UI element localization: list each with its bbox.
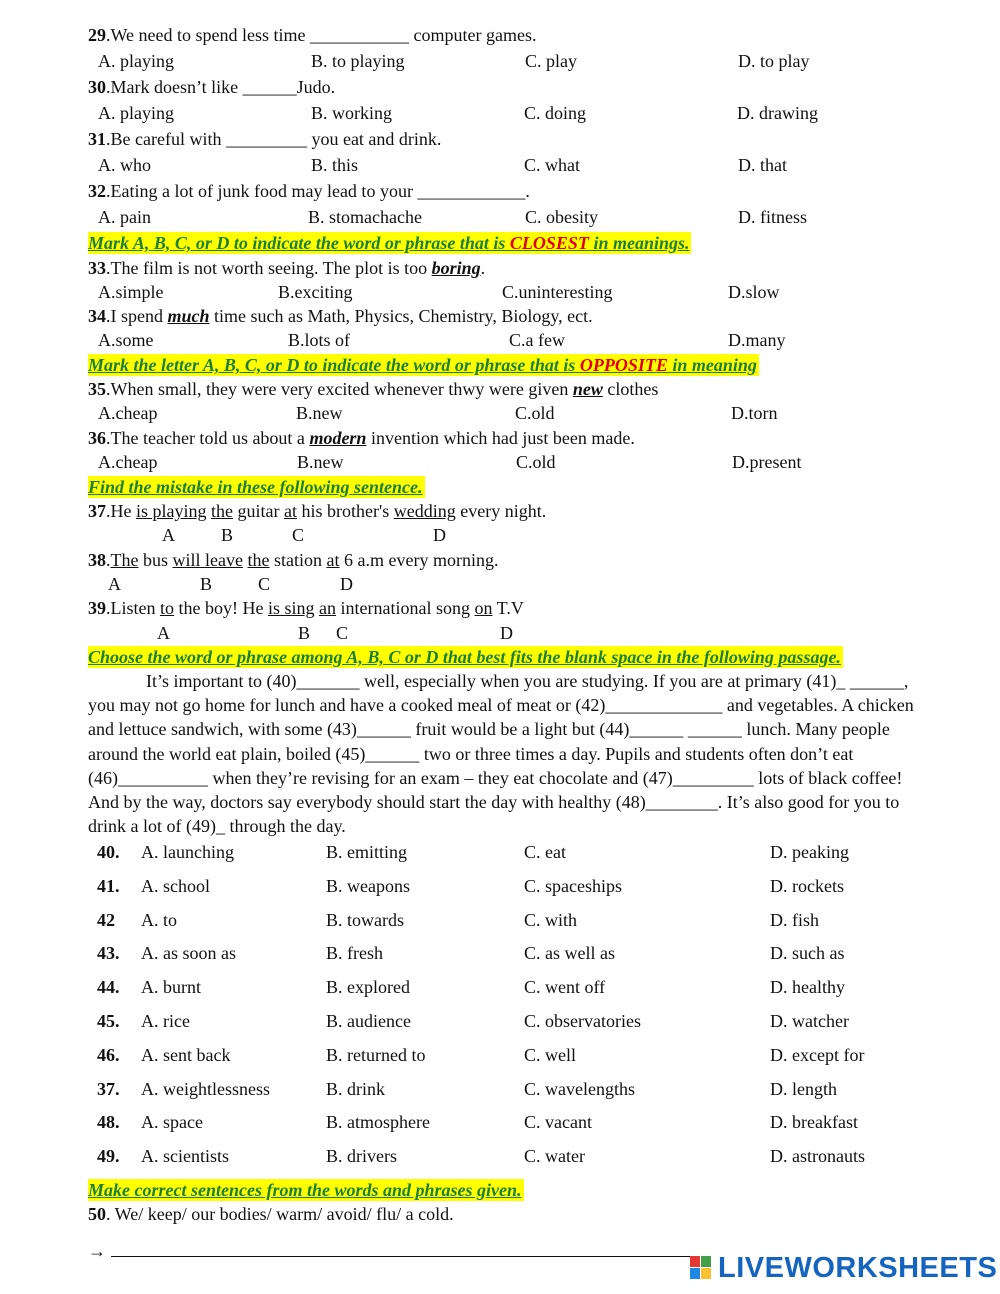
option-a[interactable]: A.simple: [98, 282, 164, 302]
letter-d: D: [340, 574, 353, 594]
question-number: 30: [88, 77, 106, 97]
question-38: 38.The bus will leave the station at 6 a.m every morning.: [88, 550, 499, 570]
option-a[interactable]: A. pain: [98, 207, 151, 227]
question-text: .Mark doesn’t like ______Judo.: [106, 77, 336, 97]
underlined-c[interactable]: at: [284, 501, 297, 521]
option-row-number: 43.: [97, 943, 120, 964]
option-d[interactable]: D. watcher: [770, 1011, 849, 1031]
option-b[interactable]: B. drink: [326, 1078, 386, 1099]
option-d[interactable]: D. except for: [770, 1044, 865, 1065]
option-c[interactable]: C.a few: [509, 330, 565, 350]
underlined-b[interactable]: will leave: [172, 550, 243, 570]
option-c[interactable]: C. water: [524, 1146, 585, 1167]
underlined-b[interactable]: the: [211, 501, 233, 521]
option-b[interactable]: B. returned to: [326, 1044, 426, 1065]
option-c[interactable]: C.old: [515, 403, 555, 423]
question-number: 35: [88, 379, 106, 399]
option-row-number: 49.: [97, 1146, 120, 1167]
option-c[interactable]: C. doing: [524, 103, 587, 123]
question-number: 39: [88, 598, 106, 618]
option-c[interactable]: C.uninteresting: [502, 282, 613, 302]
option-d[interactable]: D. length: [770, 1078, 837, 1099]
option-b[interactable]: B.new: [296, 403, 343, 423]
option-b[interactable]: B. explored: [326, 977, 410, 998]
letter-d: D: [433, 525, 446, 545]
option-a[interactable]: A.cheap: [98, 452, 158, 472]
question-35: 35.When small, they were very excited whenever thwy were given new clothes: [88, 379, 659, 399]
question-text: .Be careful with _________ you eat and drink.: [106, 129, 442, 149]
option-b[interactable]: B. towards: [326, 909, 404, 930]
option-b[interactable]: B. emitting: [326, 842, 407, 862]
option-a[interactable]: A. playing: [98, 51, 174, 71]
letter-b: B: [221, 525, 234, 545]
logo-icon: [690, 1256, 712, 1280]
option-b[interactable]: B. this: [311, 155, 359, 175]
key-word: modern: [309, 428, 367, 448]
option-d[interactable]: D. healthy: [770, 977, 845, 998]
question-text: . We/ keep/ our bodies/ warm/ avoid/ flu/ a cold.: [106, 1204, 454, 1224]
question-number: 50: [88, 1204, 106, 1224]
question-number: 36: [88, 428, 106, 448]
option-c[interactable]: C. wavelengths: [524, 1078, 635, 1099]
key-word: new: [572, 379, 603, 399]
option-c[interactable]: C. as well as: [524, 943, 615, 964]
question-number: 32: [88, 181, 106, 201]
letter-a: A: [162, 525, 175, 545]
option-b[interactable]: B. working: [311, 103, 392, 123]
answer-line[interactable]: [88, 1240, 691, 1262]
question-30: [88, 76, 335, 98]
option-b[interactable]: B. to playing: [311, 51, 405, 71]
option-d[interactable]: D. astronauts: [770, 1146, 865, 1167]
option-c[interactable]: C. play: [525, 51, 577, 71]
section-heading-mistake: Find the mistake in these following sentence.: [88, 477, 423, 497]
underlined-c[interactable]: an: [319, 598, 337, 618]
option-b[interactable]: B. weapons: [326, 875, 410, 896]
option-d[interactable]: D. to play: [738, 51, 810, 71]
option-b[interactable]: B.exciting: [278, 282, 353, 302]
heading-keyword: OPPOSITE: [579, 355, 668, 375]
option-a[interactable]: A. weightlessness: [141, 1078, 270, 1099]
option-a[interactable]: A. burnt: [141, 977, 201, 998]
option-a[interactable]: A. school: [141, 875, 210, 896]
option-c[interactable]: C. what: [524, 155, 580, 175]
arrow-icon: →: [88, 1241, 106, 1261]
option-row-number: 46.: [97, 1044, 120, 1065]
option-d[interactable]: D. such as: [770, 943, 845, 964]
option-a[interactable]: A.cheap: [98, 403, 158, 423]
section-heading-opposite: Mark the letter A, B, C, or D to indicate the word or phrase that is OPPOSITE in meaning: [88, 355, 757, 375]
underlined-c[interactable]: the: [247, 550, 270, 570]
logo-text: LIVEWORKSHEETS: [718, 1252, 998, 1284]
option-row-number: 41.: [97, 875, 120, 896]
section-heading-closest: Mark A, B, C, or D to indicate the word or phrase that is CLOSEST in meanings.: [88, 233, 690, 253]
option-b[interactable]: B. drivers: [326, 1146, 397, 1167]
question-34: 34.I spend much time such as Math, Physics, Chemistry, Biology, ect.: [88, 306, 593, 326]
underlined-a[interactable]: is playing: [136, 501, 207, 521]
letter-a: A: [157, 623, 170, 643]
underlined-a[interactable]: The: [110, 550, 139, 570]
letter-c: C: [292, 525, 305, 545]
option-b[interactable]: B. fresh: [326, 943, 383, 964]
question-number: 37: [88, 501, 106, 521]
option-a[interactable]: A. playing: [98, 103, 174, 123]
option-b[interactable]: B. stomachache: [308, 207, 422, 227]
option-row-number: 44.: [97, 977, 120, 998]
option-c[interactable]: C. eat: [524, 842, 566, 862]
option-d[interactable]: D. fish: [770, 909, 819, 930]
question-31: [88, 128, 441, 150]
cloze-passage: It’s important to (40)_______ well, especially when you are studying. If you are at primary (41)_ ______, you may not go home for lunch and have a cooked meal of meat or (42)_____________ and vegetables. A chicken and lettuce sandwich, with some (43)______ fruit would be a light but (44)______ ______ lunch. Many people around the world eat plain, boiled (45)______ two or three times a day. Pupils and students often don’t eat (46)__________ when they’re revising for an exam – they eat chocolate and (47)_________ lots of black coffee! And by the way, doctors say everybody should start the day with healthy (48)________. It’s also good for you to drink a lot of (49)_ through the day.: [88, 671, 914, 837]
underlined-b[interactable]: is sing: [268, 598, 315, 618]
option-row-number: 48.: [97, 1112, 120, 1133]
option-d[interactable]: D.torn: [731, 403, 778, 423]
option-row-number: 45.: [97, 1011, 120, 1031]
question-text: .We need to spend less time ___________ computer games.: [106, 25, 537, 45]
question-36: 36.The teacher told us about a modern invention which had just been made.: [88, 428, 635, 448]
question-number: 29: [88, 25, 106, 45]
letter-d: D: [500, 623, 513, 643]
question-number: 31: [88, 129, 106, 149]
section-heading-passage: Choose the word or phrase among A, B, C or D that best fits the blank space in the following passage.: [88, 647, 841, 667]
option-d[interactable]: D. breakfast: [770, 1112, 858, 1133]
option-d[interactable]: D. that: [738, 155, 787, 175]
question-text: .Eating a lot of junk food may lead to your ____________.: [106, 181, 530, 201]
option-row-number: 40.: [97, 842, 120, 862]
underlined-d[interactable]: at: [326, 550, 340, 570]
option-c[interactable]: C. obesity: [525, 207, 599, 227]
option-row-number: 42: [97, 909, 115, 930]
option-d[interactable]: D. drawing: [737, 103, 818, 123]
option-a[interactable]: A.some: [98, 330, 154, 350]
letter-a: A: [108, 574, 121, 594]
option-c[interactable]: C. went off: [524, 977, 606, 998]
letter-c: C: [258, 574, 271, 594]
question-32: [88, 180, 530, 202]
option-c[interactable]: C. well: [524, 1044, 576, 1065]
option-b[interactable]: B.lots of: [288, 330, 351, 350]
option-c[interactable]: C. with: [524, 909, 578, 930]
option-a[interactable]: A. rice: [141, 1011, 190, 1031]
key-word: much: [167, 306, 210, 326]
option-d[interactable]: D. peaking: [770, 842, 849, 862]
option-row-number: 37.: [97, 1078, 120, 1099]
option-a[interactable]: A. launching: [141, 842, 234, 862]
question-37: 37.He is playing the guitar at his brother's wedding every night.: [88, 501, 547, 521]
option-d[interactable]: D. rockets: [770, 875, 844, 896]
letter-c: C: [336, 623, 349, 643]
question-33: 33.The film is not worth seeing. The plot is too boring.: [88, 258, 486, 278]
option-b[interactable]: B. atmosphere: [326, 1112, 430, 1133]
option-c[interactable]: C.old: [516, 452, 556, 472]
question-number: 38: [88, 550, 106, 570]
option-c[interactable]: C. spaceships: [524, 875, 622, 896]
question-number: 33: [88, 258, 106, 278]
question-number: 34: [88, 306, 106, 326]
liveworksheets-logo: [690, 1250, 998, 1286]
section-heading-sentences: Make correct sentences from the words and phrases given.: [88, 1180, 522, 1200]
option-a[interactable]: A. scientists: [141, 1146, 229, 1167]
underlined-d[interactable]: wedding: [393, 501, 456, 521]
key-word: boring: [431, 258, 481, 278]
option-a[interactable]: A. sent back: [141, 1044, 231, 1065]
option-a[interactable]: A. who: [98, 155, 151, 175]
question-50: [88, 1203, 454, 1225]
option-a[interactable]: A. as soon as: [141, 943, 236, 964]
question-29: [88, 24, 536, 46]
underlined-d[interactable]: on: [474, 598, 493, 618]
question-39: 39.Listen to the boy! He is sing an international song on T.V: [88, 598, 524, 618]
option-b[interactable]: B. audience: [326, 1011, 411, 1031]
option-c[interactable]: C. vacant: [524, 1112, 592, 1133]
option-a[interactable]: A. space: [141, 1112, 203, 1133]
option-c[interactable]: C. observatories: [524, 1011, 641, 1031]
option-d[interactable]: D. fitness: [738, 207, 807, 227]
option-d[interactable]: D.present: [732, 452, 802, 472]
letter-b: B: [200, 574, 213, 594]
heading-keyword: CLOSEST: [509, 233, 589, 253]
answer-blank[interactable]: [111, 1240, 691, 1257]
letter-b: B: [298, 623, 311, 643]
option-d[interactable]: D.slow: [728, 282, 780, 302]
option-b[interactable]: B.new: [297, 452, 344, 472]
option-a[interactable]: A. to: [141, 909, 177, 930]
option-d[interactable]: D.many: [728, 330, 786, 350]
underlined-a[interactable]: to: [160, 598, 175, 618]
